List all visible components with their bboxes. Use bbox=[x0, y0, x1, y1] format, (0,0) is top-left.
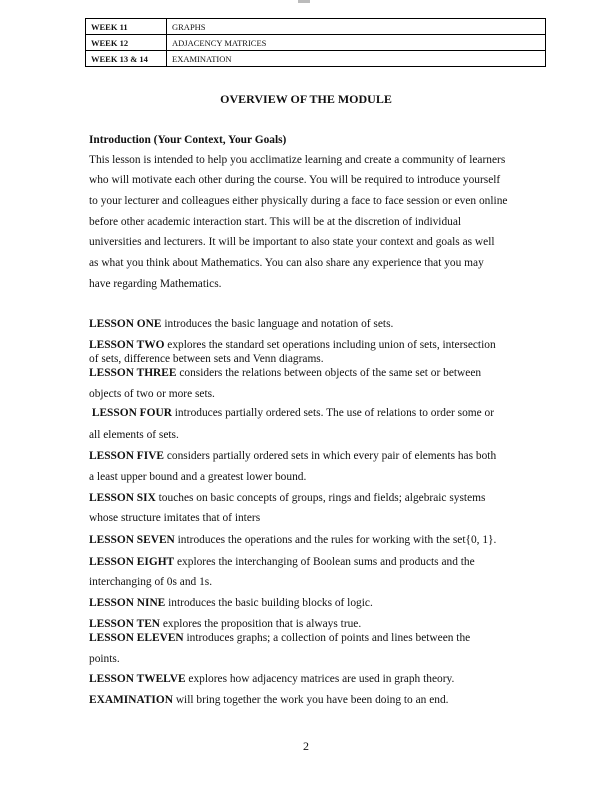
line-text: This lesson is intended to help you acclimatize learning and create a community of learners bbox=[89, 154, 506, 166]
text-line bbox=[89, 533, 496, 547]
line-text: introduces the operations and the rules for working with the set{0, 1}. bbox=[174, 534, 497, 546]
line-text: whose structure imitates that of inters bbox=[89, 512, 261, 524]
text-line bbox=[89, 470, 306, 484]
line-text: before other academic interaction start. This will be at the discretion of individual bbox=[89, 216, 462, 228]
text-line bbox=[89, 555, 475, 569]
line-text: who will motivate each other during the course. You will be required to introduce yourself bbox=[89, 174, 501, 186]
lesson-label: EXAMINATION bbox=[89, 694, 173, 706]
text-line bbox=[89, 235, 495, 249]
text-line bbox=[89, 511, 260, 525]
line-text: introduces the basic building blocks of logic. bbox=[165, 597, 373, 609]
line-text: explores the interchanging of Boolean sums and products and the bbox=[174, 556, 475, 568]
line-text: explores the standard set operations including union of sets, intersection bbox=[164, 339, 496, 351]
lesson-label: LESSON TEN bbox=[89, 618, 161, 630]
line-text: all elements of sets. bbox=[89, 429, 179, 441]
line-text: objects of two or more sets. bbox=[89, 388, 215, 400]
text-line bbox=[89, 387, 215, 401]
text-line bbox=[89, 693, 449, 707]
topic-cell: GRAPHS bbox=[167, 19, 546, 35]
week-cell: WEEK 11 bbox=[86, 19, 167, 35]
line-text: as what you think about Mathematics. You can also share any experience that you may bbox=[89, 257, 484, 269]
lesson-label: LESSON TWELVE bbox=[89, 673, 186, 685]
line-text: will bring together the work you have been doing to an end. bbox=[172, 694, 449, 706]
text-line bbox=[89, 338, 496, 352]
text-line bbox=[89, 491, 485, 505]
table-row bbox=[86, 19, 546, 35]
text-line bbox=[89, 596, 373, 610]
line-text: have regarding Mathematics. bbox=[89, 278, 222, 290]
text-line bbox=[89, 366, 481, 380]
week-cell: WEEK 13 & 14 bbox=[86, 51, 167, 67]
text-line bbox=[89, 215, 461, 229]
line-text: universities and lecturers. It will be important to also state your context and goals as well bbox=[89, 236, 495, 248]
text-line bbox=[89, 277, 222, 291]
text-line bbox=[89, 352, 324, 366]
lesson-label: LESSON ONE bbox=[89, 318, 162, 330]
text-line bbox=[89, 153, 505, 167]
line-text: to your lecturer and colleagues either physically during a face to face session or even online bbox=[89, 195, 508, 207]
lesson-label: LESSON SEVEN bbox=[89, 534, 175, 546]
text-line bbox=[89, 428, 179, 442]
text-line bbox=[89, 631, 470, 645]
text-line bbox=[89, 617, 361, 631]
lesson-label: LESSON TWO bbox=[89, 339, 165, 351]
text-line bbox=[89, 317, 393, 331]
line-text: introduces graphs; a collection of points and lines between the bbox=[183, 632, 471, 644]
page-number: 2 bbox=[303, 739, 309, 753]
line-text: explores how adjacency matrices are used in graph theory. bbox=[185, 673, 455, 685]
lesson-label: LESSON FOUR bbox=[89, 407, 172, 419]
intro-heading: Introduction (Your Context, Your Goals) bbox=[89, 134, 287, 146]
line-text: considers the relations between objects of the same set or between bbox=[176, 367, 482, 379]
text-line bbox=[89, 256, 484, 270]
page-top-mark bbox=[298, 0, 310, 3]
lesson-label: LESSON EIGHT bbox=[89, 556, 175, 568]
line-text: of sets, difference between sets and Venn diagrams. bbox=[89, 353, 324, 365]
text-line bbox=[89, 194, 507, 208]
section-title: OVERVIEW OF THE MODULE bbox=[220, 92, 392, 106]
text-line bbox=[89, 575, 212, 589]
table-row bbox=[86, 35, 546, 51]
line-text: touches on basic concepts of groups, rings and fields; algebraic systems bbox=[155, 492, 486, 504]
text-line bbox=[89, 652, 120, 666]
line-text: introduces the basic language and notation of sets. bbox=[161, 318, 394, 330]
text-line bbox=[89, 449, 496, 463]
line-text: points. bbox=[89, 653, 120, 665]
lesson-label: LESSON THREE bbox=[89, 367, 177, 379]
text-line bbox=[89, 173, 500, 187]
table-row bbox=[86, 51, 546, 67]
line-text: a least upper bound and a greatest lower bound. bbox=[89, 471, 307, 483]
line-text: interchanging of 0s and 1s. bbox=[89, 576, 213, 588]
lesson-label: LESSON SIX bbox=[89, 492, 156, 504]
lesson-label: LESSON ELEVEN bbox=[89, 632, 184, 644]
line-text: introduces partially ordered sets. The use of relations to order some or bbox=[171, 407, 495, 419]
line-text: explores the proposition that is always true. bbox=[160, 618, 362, 630]
topic-cell: ADJACENCY MATRICES bbox=[167, 35, 546, 51]
text-line bbox=[89, 672, 454, 686]
lesson-label: LESSON FIVE bbox=[89, 450, 165, 462]
topic-cell: EXAMINATION bbox=[167, 51, 546, 67]
lesson-label: LESSON NINE bbox=[89, 597, 166, 609]
text-line bbox=[89, 406, 494, 420]
week-cell: WEEK 12 bbox=[86, 35, 167, 51]
line-text: considers partially ordered sets in which every pair of elements has both bbox=[164, 450, 497, 462]
schedule-table bbox=[85, 18, 546, 67]
